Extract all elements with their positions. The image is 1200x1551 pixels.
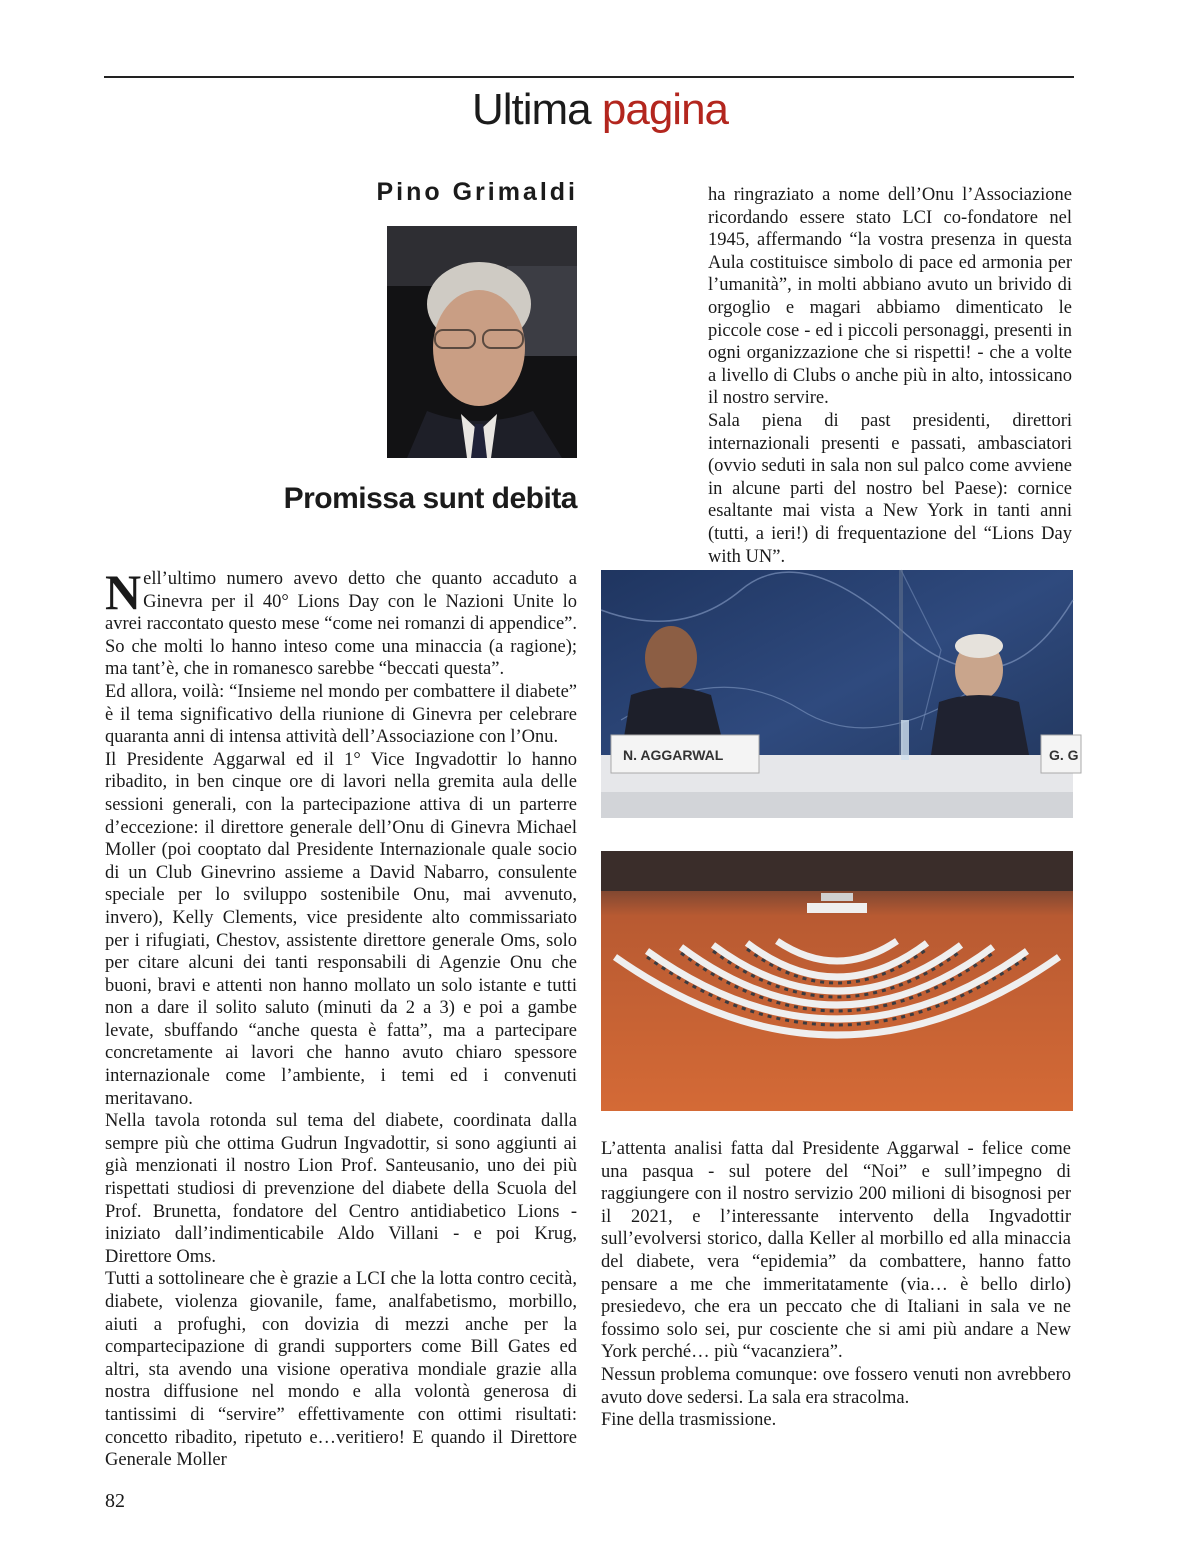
dropcap: N [105,564,142,620]
paragraph [105,564,577,681]
paragraph-text: ell’ultimo numero avevo detto che quanto accaduto a Ginevra per il 40° Lions Day con le Nazioni Unite lo avrei raccontato questo mese “come nei romanzi di appendice”. So che molti lo hanno inteso come una minaccia (a ragione); ma tant’è, che in romanesco sarebbe “beccati questa”. [105,569,577,680]
article-column-bottom-right [601,1138,1071,1432]
section-title-accent: pagina [601,85,729,134]
section-title-main: Ultima [471,85,591,134]
top-rule [104,76,1074,78]
paragraph: Fine della trasmissione. [601,1410,777,1431]
article-column-top-right [708,184,1072,568]
author-name: Pino Grimaldi [376,178,578,206]
author-portrait-illustration [387,226,577,458]
photo-assembly-hall [601,851,1073,1111]
author-portrait [387,226,577,458]
nameplate-left: N. AGGARWAL [623,747,724,763]
paragraph: Sala piena di past presidenti, direttori internazionali presenti e passati, ambasciatori (ovvio seduti in sala non sul palco come avviene in alcune parti del nostro bel Paese): cornice esaltante mai vista a New York in tanti anni (tutti, a ieri!) di frequentazione del “Lions Day with UN”. [708,410,1072,567]
paragraph: ha ringraziato a nome dell’Onu l’Associazione ricordando essere stato LCI co-fondatore nel 1945, affermando “la vostra presenza in questa Aula costituisce simbolo di pace ed armonia per l’umanità”, in molti abbiano avuto un brivido di orgoglio e magari abbiamo dimenticato le piccole cose - ed i piccoli personaggi, presenti in ogni organizzazione che si rispetti! - che a volte a livello di Clubs o anche più in alto, intossicano il nostro servire. [708,185,1072,409]
paragraph: Il Presidente Aggarwal ed il 1° Vice Ingvadottir lo hanno ribadito, in ben cinque ore di lavori nella gremita aula delle sessioni generali, con la partecipazione attiva di un parterre d’eccezione: il direttore generale dell’Onu di Ginevra Michael Moller (poi cooptato dal Presidente Internazionale quale socio di un Club Ginevrino assieme a David Nabarro, consulente speciale per lo sviluppo sostenibile Onu, mai avvenuto, invero), Kelly Clements, vice presidente alto commissariato per i rifugiati, Chestov, assistente direttore generale Oms, solo per citare alcuni dei tanti responsabili di Agenzie Onu che buoni, bravi e attenti non hanno mollato un solo istante e tutti non a dare il solito saluto (minuti da 2 a 3) e poi a gambe levate, sbuffando “anche questa è fatta”, ma a partecipare concretamente ai lavori che hanno avuto chiaro spessore internazionale come l’ambiente, i temi ed i convenuti meritavano. [105,749,577,1109]
section-title [0,84,1200,136]
page-number: 82 [105,1490,125,1512]
paragraph: Nella tavola rotonda sul tema del diabete, coordinata dalla sempre più che ottima Gudrun Ingvadottir, si sono aggiunti ai già menzionati il nostro Lion Prof. Santeusanio, uno dei più rispettati studiosi di prevenzione del diabete della Scuola del Prof. Brunetta, fondatore del Centro antidiabetico Lions - iniziato dall’indimenticabile Aldo Villani - e poi Krug, Direttore Oms. [105,1111,577,1267]
article-headline: Promissa sunt debita [283,482,577,515]
paragraph: Ed allora, voilà: “Insieme nel mondo per combattere il diabete” è il tema significativo della riunione di Ginevra per celebrare quaranta anni di intensa attività dell’Associazione con l’Onu. [105,681,577,748]
photo-panel-speakers [601,570,1079,818]
paragraph: Nessun problema comunque: ove fossero venuti non avrebbero avuto dove sedersi. La sala era stracolma. [601,1364,1071,1408]
article-column-left [105,564,577,1472]
nameplate-right: G. G [1049,747,1079,763]
paragraph: L’attenta analisi fatta dal Presidente Aggarwal - felice come una pasqua - sul potere del “Noi” e sull’impegno di raggiungere con il nostro servizio 200 milioni di bisognosi per il 2021, e l’interessante intervento della Ingvadottir sull’evolversi storico, dalla Keller al morbillo ed alla minaccia del diabete, vera “epidemia” da combattere, hanno fatto pensare a me che immeritatamente (via… è bello dirlo) presiedevo, che era un peccato che di Italiani in sala ve ne fossimo solo sei, pur cosciente che si ami più andare a New York perché… più “vacanziera”. [601,1139,1071,1363]
paragraph: Tutti a sottolineare che è grazie a LCI che la lotta contro cecità, diabete, violenza giovanile, fame, analfabetismo, morbillo, aiuti a profughi, con dovizia di mezzi anche per la compartecipazione di grandi supporters come Bill Gates ed altri, sta avendo una visione operativa mondiale grazie alla nostra diffusione nel mondo e alla volontà generosa di tantissimi di “servire” effettivamente con ottimi risultati: concetto ribadito, ripetuto e…veritiero! E quando il Direttore Generale Moller [105,1269,577,1471]
